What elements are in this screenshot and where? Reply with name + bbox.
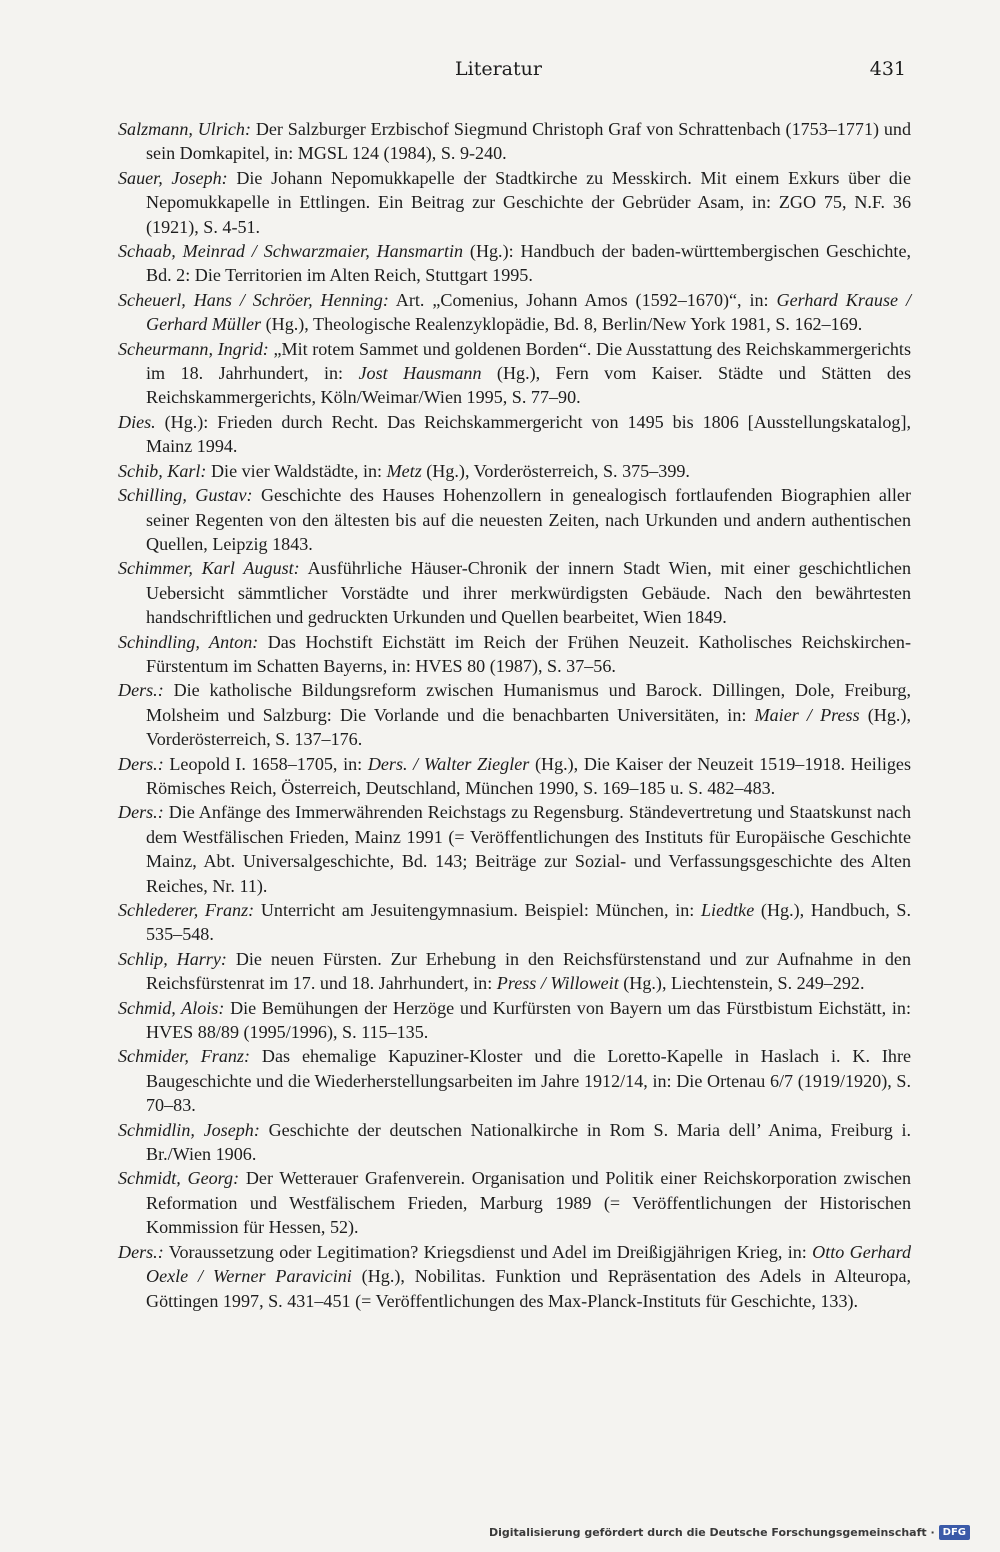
entry-text: Die Johann Nepomukkapelle der Stadtkirche zu Messkirch. Mit einem Exkurs über die Nepomukkapelle in Ettlingen. Ein Beitrag zur Geschichte der Gebrüder Asam, in: ZGO 75, N.F. 36 (1921), S. 4-51. (146, 167, 911, 237)
bibliography-entry (118, 630, 911, 679)
entry-author: Salzmann, Ulrich: (118, 119, 251, 139)
bibliography-entry (118, 996, 911, 1045)
bibliography-entry (118, 459, 911, 483)
entry-editor: Otto Gerhard Oexle / Werner Paravicini (146, 1241, 911, 1287)
bibliography-entry (118, 239, 911, 288)
entry-editor: Liedtke (700, 900, 755, 920)
entry-text: „Mit rotem Sammet und goldenen Borden“. Die Ausstattung des Reichskammergerichts im 18. Jahrhundert, in: (146, 338, 911, 384)
entry-text: Ausführliche Häuser-Chronik der innern Stadt Wien, mit einer geschichtlichen Uebersicht sämmtlicher Vorstädte und ihrer merkwürdigsten Gebäude. Nach den bewährtesten handschriftlichen und gedruckten Urkunden und Quellen bearbeitet, Wien 1849. (146, 558, 911, 628)
entry-text: Die Anfänge des Immerwährenden Reichstags zu Regensburg. Ständevertretung und Staatskunst nach dem Westfälischen Frieden, Mainz 1991 (= Veröffentlichungen des Instituts für Europäische Geschichte Mainz, Abt. Universalgeschichte, Bd. 143; Beiträge zur Sozial- und Verfassungsgeschichte des Alten Reiches, Nr. 11). (146, 802, 911, 896)
bibliography-entry (118, 898, 911, 947)
entry-text: (Hg.): Frieden durch Recht. Das Reichskammergericht von 1495 bis 1806 [Ausstellungskatalog], Mainz 1994. (146, 411, 911, 457)
entry-author: Schmid, Alois: (118, 997, 225, 1018)
entry-text: Geschichte der deutschen Nationalkirche in Rom S. Maria dell’ Anima, Freiburg i. Br./Wien 1906. (146, 1119, 912, 1165)
bibliography-entry (118, 947, 911, 996)
entry-author: Schindling, Anton: (118, 631, 259, 652)
bibliography-entry (118, 483, 911, 556)
entry-text: Der Salzburger Erzbischof Siegmund Christoph Graf von Schrattenbach (1753–1771) und sein Domkapitel, in: MGSL 124 (1984), S. 9-240. (146, 119, 911, 164)
bibliography-entry (118, 1240, 911, 1313)
entry-author: Schmidt, Georg: (118, 1168, 240, 1189)
entry-text-continued: (Hg.), Die Kaiser der Neuzeit 1519–1918. Heiliges Römisches Reich, Österreich, Deutschland, München 1990, S. 169–185 u. S. 482–483. (146, 753, 911, 798)
bibliography-entry (118, 1166, 911, 1239)
entry-author: Schimmer, Karl August: (118, 558, 300, 579)
entry-text: Voraussetzung oder Legitimation? Kriegsdienst und Adel im Dreißigjährigen Krieg, in: (163, 1241, 813, 1262)
bibliography-entry (118, 288, 911, 337)
footer-credit-text: Digitalisierung gefördert durch die Deutsche Forschungsgemeinschaft · (488, 1525, 935, 1539)
entry-author: Scheuerl, Hans / Schröer, Henning: (118, 289, 389, 310)
entry-editor: Metz (386, 460, 422, 481)
entry-text: Unterricht am Jesuitengymnasium. Beispiel: München, in: (254, 900, 701, 920)
entry-author: Sauer, Joseph: (118, 167, 228, 188)
entry-author: Schlederer, Franz: (118, 900, 255, 920)
entry-editor: Press / Willoweit (496, 973, 619, 994)
entry-author: Schib, Karl: (118, 460, 207, 481)
dfg-logo: DFG (939, 1525, 970, 1540)
entry-text: Das Hochstift Eichstätt im Reich der Frühen Neuzeit. Katholisches Reichskirchen-Fürstentum im Schatten Bayerns, in: HVES 80 (1987), S. 37–56. (146, 631, 912, 676)
entry-editor: Maier / Press (754, 704, 860, 725)
bibliography-entry (118, 1044, 911, 1117)
entry-author: Schmider, Franz: (118, 1046, 251, 1067)
running-header (118, 58, 906, 88)
page-number: 431 (869, 58, 906, 80)
entry-text: Art. „Comenius, Johann Amos (1592–1670)“, in: (388, 289, 777, 310)
bibliography-entry (118, 117, 911, 166)
entry-author: Ders.: (118, 1241, 164, 1262)
entry-editor: Ders. / Walter Ziegler (367, 753, 530, 774)
entry-text: Die vier Waldstädte, in: (206, 460, 387, 481)
bibliography-entry (118, 752, 911, 801)
entry-author: Schaab, Meinrad / Schwarzmaier, Hansmartin (118, 241, 464, 262)
bibliography-entry (118, 556, 911, 629)
entry-author: Schlip, Harry: (118, 948, 227, 969)
entry-text: Die Bemühungen der Herzöge und Kurfürsten von Bayern um das Fürstbistum Eichstätt, in: HVES 88/89 (1995/1996), S. 115–135. (146, 997, 911, 1043)
entry-author: Dies. (118, 411, 156, 432)
entry-author: Ders.: (118, 753, 164, 774)
bibliography-entry (118, 337, 911, 410)
footer-credit (489, 1518, 970, 1546)
bibliography-entry (118, 166, 911, 239)
entry-text-continued: (Hg.), Vorderösterreich, S. 137–176. (146, 704, 911, 750)
entry-author: Ders.: (118, 802, 164, 823)
running-title: Literatur (455, 58, 542, 80)
entry-text: Das ehemalige Kapuziner-Kloster und die Loretto-Kapelle in Haslach i. K. Ihre Baugeschichte und die Wiederherstellungsarbeiten im Jahre 1912/14, in: Die Ortenau 6/7 (1919/1920), S. 70–83. (146, 1046, 911, 1116)
bibliography-list (118, 117, 911, 1313)
bibliography-entry (118, 678, 911, 751)
entry-text-continued: (Hg.), Theologische Realenzyklopädie, Bd. 8, Berlin/New York 1981, S. 162–169. (261, 314, 863, 335)
entry-author: Schmidlin, Joseph: (118, 1119, 260, 1140)
entry-text: Die neuen Fürsten. Zur Erhebung in den Reichsfürstenstand und zur Aufnahme in den Reichsfürstenrat im 17. und 18. Jahrhundert, in: (146, 948, 911, 994)
entry-author: Ders.: (118, 680, 164, 701)
bibliography-entry (118, 1118, 911, 1167)
entry-text: (Hg.): Handbuch der baden-württembergischen Geschichte, Bd. 2: Die Territorien im Alten Reich, Stuttgart 1995. (146, 241, 911, 286)
entry-author: Scheurmann, Ingrid: (118, 338, 269, 359)
entry-text: Die katholische Bildungsreform zwischen Humanismus und Barock. Dillingen, Dole, Freiburg, Molsheim und Salzburg: Die Vorlande und die benachbarten Universitäten, in: (146, 680, 911, 725)
entry-text-continued: (Hg.), Vorderösterreich, S. 375–399. (421, 460, 690, 481)
entry-text: Der Wetterauer Grafenverein. Organisation und Politik einer Reichskorporation zwischen Reformation und Westfälischem Frieden, Marburg 1989 (= Veröffentlichungen der Historischen Kommission für Hessen, 52). (146, 1168, 911, 1238)
bibliography-entry (118, 410, 911, 459)
entry-text-continued: (Hg.), Handbuch, S. 535–548. (146, 900, 911, 945)
entry-editor: Gerhard Krause / Gerhard Müller (146, 289, 911, 335)
entry-author: Schilling, Gustav: (118, 485, 253, 506)
entry-text-continued: (Hg.), Liechtenstein, S. 249–292. (618, 973, 865, 994)
entry-text: Geschichte des Hauses Hohenzollern in genealogisch fortlaufenden Biographien aller seiner Regenten von den ältesten bis auf die neuesten Zeiten, nach Urkunden und andern authentischen Quellen, Leipzig 1843. (146, 485, 911, 554)
entry-text-continued: (Hg.), Fern vom Kaiser. Städte und Stätten des Reichskammergerichts, Köln/Weimar/Wien 1995, S. 77–90. (146, 363, 911, 408)
entry-text: Leopold I. 1658–1705, in: (163, 753, 368, 774)
entry-editor: Jost Hausmann (358, 363, 482, 384)
entry-text-continued: (Hg.), Nobilitas. Funktion und Repräsentation des Adels in Alteuropa, Göttingen 1997, S. 431–451 (= Veröffentlichungen des Max-Planck-Instituts für Geschichte, 133). (146, 1266, 912, 1311)
bibliography-entry (118, 800, 911, 898)
